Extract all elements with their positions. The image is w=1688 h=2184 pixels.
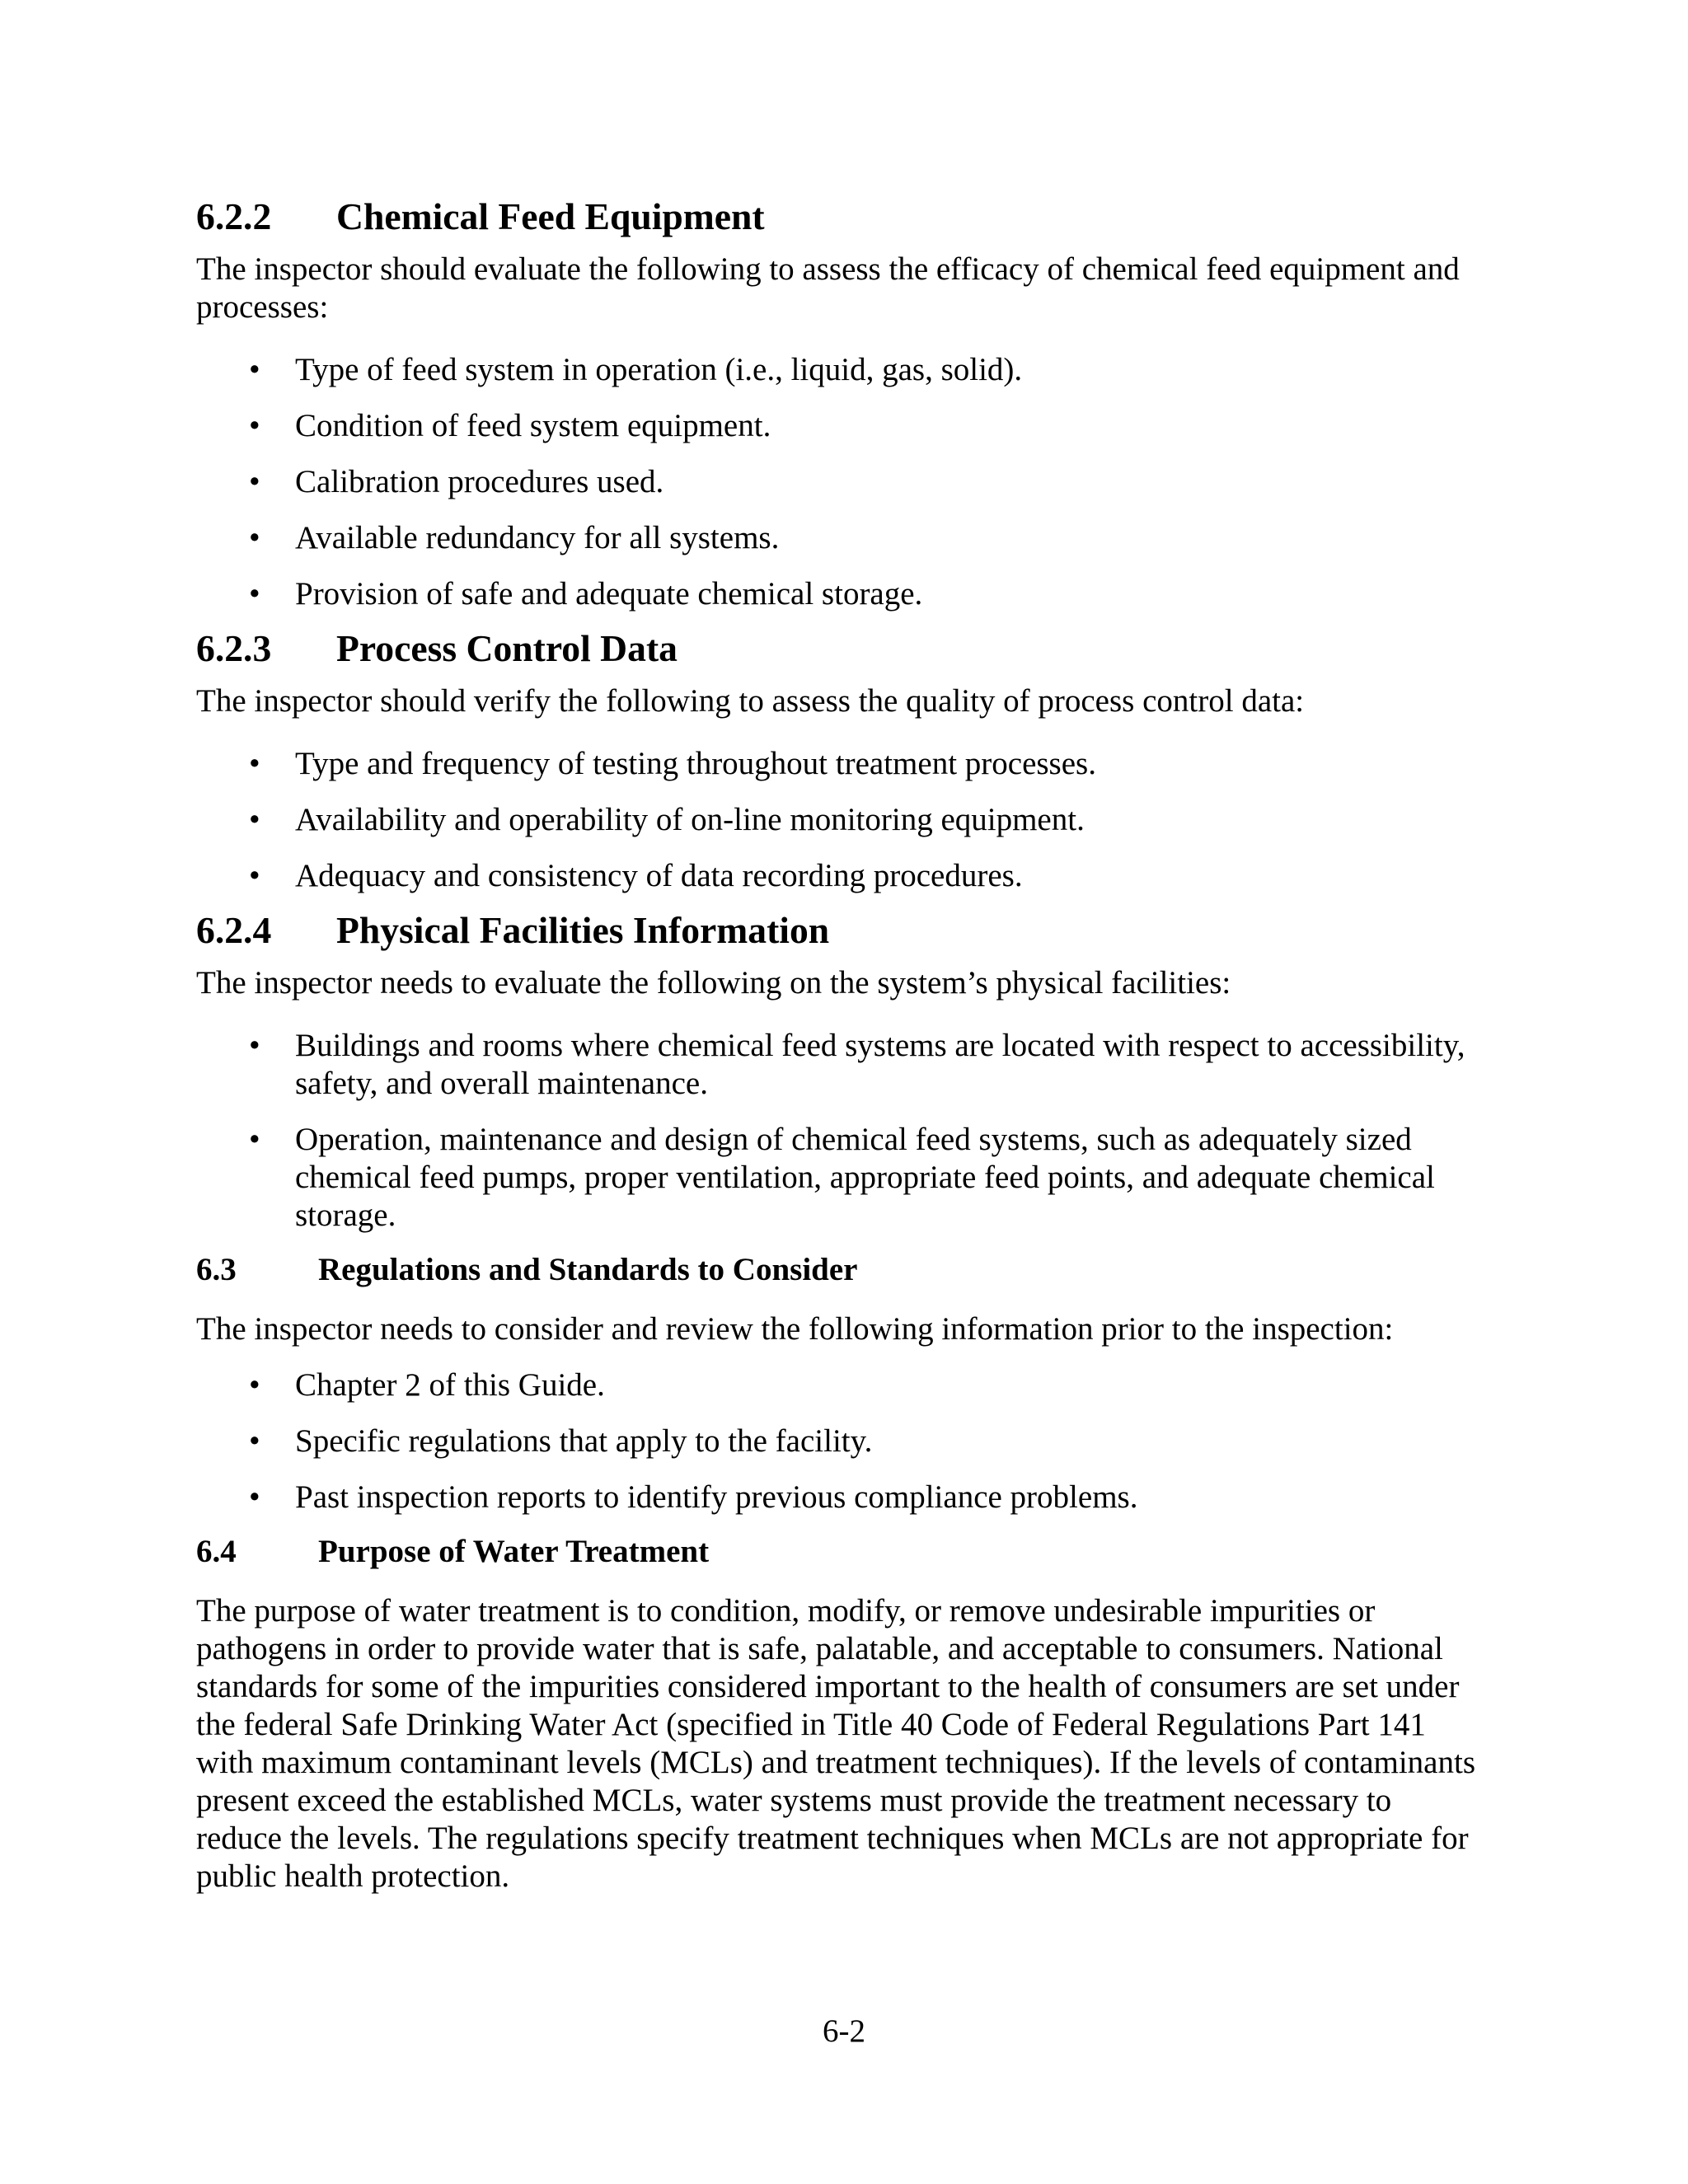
section-number: 6.2.2: [196, 195, 272, 237]
section-heading-6-2-3: [196, 627, 1482, 669]
section-heading-6-2-4: [196, 909, 1482, 951]
bullet-list-6-2-4: [196, 1027, 1482, 1235]
bullet-icon: •: [249, 576, 260, 612]
bullet-icon: •: [249, 746, 260, 781]
section-title: Purpose of Water Treatment: [318, 1534, 710, 1569]
list-item-text: Type and frequency of testing throughout treatment processes.: [295, 746, 1096, 781]
list-item: [196, 1121, 1482, 1235]
list-item: [196, 519, 1482, 557]
list-item-text: Condition of feed system equipment.: [295, 408, 771, 443]
list-item: [196, 1027, 1482, 1103]
list-item-text: Adequacy and consistency of data recording procedures.: [295, 858, 1023, 893]
list-item-text: Chapter 2 of this Guide.: [295, 1367, 605, 1403]
bullet-icon: •: [249, 464, 260, 499]
bullet-icon: •: [249, 858, 260, 893]
list-item-text: Calibration procedures used.: [295, 464, 664, 499]
list-item-text: Availability and operability of on-line monitoring equipment.: [295, 802, 1085, 837]
section-title: Chemical Feed Equipment: [336, 195, 765, 237]
section-number: 6.3: [196, 1252, 237, 1287]
bullet-icon: •: [249, 1367, 260, 1403]
list-item: [196, 407, 1482, 445]
document-page: [196, 195, 1482, 1896]
section-number: 6.2.4: [196, 909, 272, 951]
list-item: [196, 351, 1482, 389]
list-item: [196, 1422, 1482, 1460]
section-intro: The inspector needs to consider and review the following information prior to the inspection:: [196, 1311, 1394, 1347]
list-item-text: Operation, maintenance and design of chemical feed systems, such as adequately sized chemical feed pumps, proper ventilation, appropriate feed points, and adequate chemical storage.: [295, 1122, 1435, 1233]
list-item-text: Provision of safe and adequate chemical storage.: [295, 576, 923, 612]
bullet-list-6-2-3: [196, 745, 1482, 895]
list-item: [196, 745, 1482, 783]
list-item: [196, 1366, 1482, 1404]
section-intro: The inspector should verify the following to assess the quality of process control data:: [196, 683, 1305, 719]
bullet-icon: •: [249, 1028, 260, 1063]
list-item: [196, 463, 1482, 501]
bullet-list-6-2-2: [196, 351, 1482, 613]
list-item-text: Buildings and rooms where chemical feed systems are located with respect to accessibility, safety, and overall maintenance.: [295, 1028, 1465, 1101]
list-item: [196, 801, 1482, 839]
list-item-text: Type of feed system in operation (i.e., liquid, gas, solid).: [295, 352, 1023, 387]
section-heading-6-2-2: [196, 195, 1482, 237]
bullet-icon: •: [249, 802, 260, 837]
bullet-icon: •: [249, 408, 260, 443]
section-number: 6.2.3: [196, 627, 272, 669]
section-heading-6-4: [196, 1533, 1482, 1571]
bullet-list-6-3: [196, 1366, 1482, 1516]
list-item-text: Specific regulations that apply to the facility.: [295, 1423, 873, 1459]
bullet-icon: •: [249, 1122, 260, 1157]
bullet-icon: •: [249, 520, 260, 555]
page-number: 6-2: [823, 2013, 865, 2049]
section-title: Process Control Data: [336, 627, 678, 669]
list-item-text: Available redundancy for all systems.: [295, 520, 780, 555]
list-item: [196, 857, 1482, 895]
list-item: [196, 1479, 1482, 1516]
list-item-text: Past inspection reports to identify previous compliance problems.: [295, 1479, 1138, 1515]
bullet-icon: •: [249, 1423, 260, 1459]
section-number: 6.4: [196, 1534, 237, 1569]
bullet-icon: •: [249, 1479, 260, 1515]
section-body: The purpose of water treatment is to condition, modify, or remove undesirable impurities or pathogens in order to provide water that is safe, palatable, and acceptable to consumers. National standards for some of the impurities considered important to the health of consumers are set under the federal Safe Drinking Water Act (specified in Title 40 Code of Federal Regulations Part 141 with maximum contaminant levels (MCLs) and treatment techniques). If the levels of contaminants present exceed the established MCLs, water systems must provide the treatment necessary to reduce the levels. The regulations specify treatment techniques when MCLs are not appropriate for public health protection.: [196, 1593, 1476, 1894]
section-intro: The inspector needs to evaluate the following on the system’s physical facilities:: [196, 965, 1231, 1001]
list-item: [196, 575, 1482, 613]
section-title: Physical Facilities Information: [336, 909, 830, 951]
section-title: Regulations and Standards to Consider: [318, 1252, 858, 1287]
section-intro: The inspector should evaluate the following to assess the efficacy of chemical feed equipment and processes:: [196, 251, 1460, 325]
section-heading-6-3: [196, 1251, 1482, 1289]
bullet-icon: •: [249, 352, 260, 387]
